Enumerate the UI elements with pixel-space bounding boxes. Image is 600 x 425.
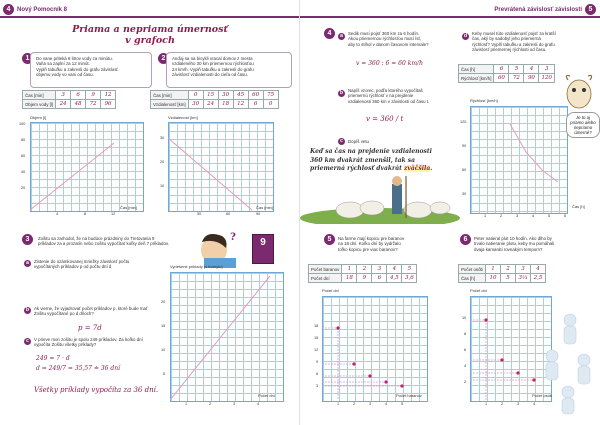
- svg-text:?: ?: [230, 232, 236, 243]
- ex2-x-axis-label: Čas [min]: [256, 205, 273, 210]
- ex3-x-axis-label: Počet dní: [258, 393, 275, 398]
- exercise-4b-text: Napíš vzorec, podľa ktorého vypočítaš priemernú rýchlosť v na prejdenie vzdialenosti 360 km v závislosti od času t.: [348, 88, 430, 104]
- exercise-5-badge: 5: [324, 234, 335, 245]
- ex4-xtick: 1: [484, 214, 487, 218]
- exercise-3c-text: V prieve mon zošitu je spolu 249 príkladov. Za koľko dní vypočíta Zošitu všetky príklady?: [34, 337, 143, 348]
- ex5-ytick: 3: [316, 384, 319, 388]
- exercise-1-table: Čas [min] 3 6 9 12 Objem vody [l] 24 48 72 96: [22, 90, 116, 109]
- exercise-3c-calc-1: 249 = 7 · d: [36, 355, 70, 362]
- ex3-xtick: 4: [257, 402, 260, 406]
- exercise-4b-formula: v = 360 / t: [366, 115, 404, 123]
- ex3-xtick: 3: [233, 402, 236, 406]
- header-bar: [0, 16, 300, 18]
- ex6-ytick: 4: [464, 364, 467, 368]
- exercise-4d-badge: d: [463, 33, 468, 39]
- ex1-graph-line: [30, 122, 144, 212]
- exercise-4a-text: Sedik musí pojsť 360 km za 6 hodín. Akou priemernou rýchlosťou musí ísť, aby to stihol v danom časovom intervale?: [348, 31, 429, 47]
- ex3-xtick: 1: [185, 402, 188, 406]
- chapter-title: Prevrátená závislosť závislosti: [494, 7, 582, 13]
- left-header: [0, 3, 300, 17]
- ex2-xtick: 60: [226, 212, 231, 216]
- ex6-ytick: 2: [464, 380, 467, 384]
- ex2-xtick: 90: [256, 212, 261, 216]
- ex4-xtick: 6: [564, 214, 567, 218]
- ex2-ytick: 10: [160, 184, 165, 188]
- ex1-ytick: 80: [21, 138, 26, 142]
- ex4-ytick: 30: [462, 192, 467, 196]
- ex4-graph-line: [470, 106, 568, 214]
- ex5-ytick: 12: [314, 348, 319, 352]
- page-number: 4: [3, 4, 14, 15]
- exercise-4b-badge: b: [339, 90, 344, 96]
- exercise-3c-badge: c: [24, 338, 31, 345]
- shepherd-sheep-illustration: [300, 174, 460, 224]
- ex5-ytick: 15: [314, 336, 319, 340]
- ex4-xtick: 2: [500, 214, 503, 218]
- ex6-y-axis-label: Počet dní: [470, 288, 487, 293]
- exercise-4-badge: 4: [324, 28, 335, 39]
- exercise-2-badge: 2: [158, 53, 169, 64]
- ex5-ytick: 18: [314, 324, 319, 328]
- exercise-3b-text: Ak vieme, že vyjadrovať počet príkladov p, ktoré bude mať Zošitu vypočítané po d dňoch?: [34, 306, 148, 317]
- exercise-3-badge: 3: [22, 234, 33, 245]
- ex1-y-axis-label: Objem [l]: [30, 115, 47, 120]
- ex6-ytick: 6: [464, 348, 467, 352]
- ex6-ytick: 8: [464, 332, 467, 336]
- ex2-xtick: 30: [197, 212, 202, 216]
- exercise-3-final-answer: Všetky príklady vypočíta za 36 dní.: [34, 386, 159, 394]
- workbook-illustration: [252, 234, 274, 264]
- exercise-3a-text: Zistenie do ozámkovanej mriežky závislosť počtu vypočítaných príkladov p od počtu dní d: [34, 259, 130, 270]
- ex2-y-axis-label: Vzdialenosť [km]: [168, 115, 198, 120]
- exercise-4c-text: Dopíš vetu: [348, 139, 369, 144]
- ex5-x-axis-label: Počet baranov: [396, 393, 422, 398]
- ex4-ytick: 120: [460, 120, 467, 124]
- right-header: [300, 3, 600, 17]
- ex6-xtick: 4: [533, 402, 536, 406]
- exercise-4c-badge: c: [338, 138, 345, 145]
- exercise-4d-table: Čas [h] 6 5 4 3 Rýchlosť [km/h] 60 72 90 120: [458, 64, 555, 83]
- ex5-ytick: 6: [316, 372, 319, 376]
- ex1-ytick: 60: [21, 154, 26, 158]
- ex5-y-axis-label: Počet dní: [322, 288, 339, 293]
- book-title: Nový Pomocník 8: [17, 7, 68, 13]
- ex4-xtick: 5: [548, 214, 551, 218]
- ex2-graph-line: [168, 122, 274, 212]
- ex5-ytick: 9: [316, 360, 319, 364]
- exercise-4a-calc: v = 360 : 6 = 60 km/h: [356, 60, 423, 67]
- ex1-x-axis-label: Čas [min]: [120, 205, 137, 210]
- exercise-5-table: Počet baranov 1 2 3 4 5 Počet dní 18 9 6 4,5 3,6: [308, 264, 417, 283]
- people-ring-illustration: [540, 300, 598, 418]
- exercise-2-text: Anďaj sa na bicykli vracal domov z mesta vzdialeného 30 km priemernou rýchlosťou 24 km/h. Vyplň tabuľku a zakresli do grafu závislosť vzdialenosti do cieľa od času.: [172, 56, 254, 78]
- exercise-6-badge: 6: [460, 234, 471, 245]
- ex3-xtick: 2: [209, 402, 212, 406]
- page-title: [60, 24, 240, 46]
- ex3-ytick: 20: [161, 300, 166, 304]
- header-bar: [300, 16, 600, 18]
- ex4-y-axis-label: Rýchlosť [km/h]: [470, 98, 498, 103]
- ex5-xtick: 5: [401, 402, 404, 406]
- exercise-4a-badge: a: [338, 33, 345, 40]
- ex3-graph-line: [170, 272, 284, 402]
- ex4-x-axis-label: Čas [h]: [572, 204, 585, 209]
- exercise-5-text: Na farme mají kopicu pre baranov na 18 dní. Koľko dní by vydržalo toľko kopicu pre viac baranov?: [338, 236, 405, 252]
- ex5-xtick: 1: [337, 402, 340, 406]
- sentence-fill: zväčšila: [403, 165, 431, 172]
- ex3-ytick: 10: [161, 348, 166, 352]
- ex3-ytick: 5: [163, 372, 166, 376]
- ex5-xtick: 2: [353, 402, 356, 406]
- exercise-4c-sentence: Keď sa čas na prejdenie vzdialenosti 360 km dvakrát zmenšil, tak sa priemerná rýchlosť dvakrát zväčšila.: [310, 148, 433, 172]
- goat-character-illustration: [562, 72, 596, 112]
- ex1-ytick: 20: [21, 186, 26, 190]
- title-line-2: v grafoch: [125, 35, 175, 46]
- exercise-3c-calc-2: d = 249/7 = 35,57 ≐ 36 dní: [36, 365, 120, 372]
- ex6-ytick: 10: [462, 316, 467, 320]
- exercise-2-table: Čas [min] 0 15 30 45 60 75 Vzdialenosť [km] 30 24 18 12 6 0: [150, 90, 279, 109]
- exercise-6-text: Peter natieral plot 10 hodín. Ako dlho by trvalo natieranie plotu, keby mu pomáhali dvaja kamaráti rovnakým tempom?: [474, 236, 555, 252]
- ex4-ytick: 90: [462, 144, 467, 148]
- goat-speech-bubble: Je to aj priamo alebo nepriamo úmerné?: [566, 112, 600, 138]
- ex5-xtick: 3: [369, 402, 372, 406]
- exercise-3b-answer: p = 7d: [78, 324, 102, 332]
- ex3-ytick: 15: [161, 324, 166, 328]
- exercise-4d-text: Keby musel túto vzdialenosť pojsť za kratší čas, aký by sadobyl jeho priemerná rýchlosť? Vyplň tabuľku a zakresli do grafu závislosť priemernej rýchlosti od času.: [472, 31, 556, 53]
- ex1-xtick: 8: [84, 212, 87, 216]
- exercise-3a-badge: a: [24, 260, 31, 267]
- ex4-xtick: 3: [516, 214, 519, 218]
- ex2-ytick: 20: [160, 160, 165, 164]
- workbook-number: 9: [260, 237, 266, 248]
- title-line-1: Priama a nepriama úmernosť: [72, 24, 228, 35]
- ex5-xtick: 4: [385, 402, 388, 406]
- ex6-xtick: 3: [517, 402, 520, 406]
- exercise-1-badge: 1: [22, 53, 33, 64]
- ex2-ytick: 30: [160, 136, 165, 140]
- ex1-xtick: 12: [111, 212, 116, 216]
- exercise-3-text: Zošitu sa zarhodol, že na budúce prázdniny do Tretovania 9 príkladov za a prozatín nebo zošitu vypočítať koľky deň 7 príkladov.: [38, 236, 169, 247]
- ex6-x-axis-label: Počet osôb: [532, 393, 553, 398]
- ex6-xtick: 1: [485, 402, 488, 406]
- ex1-ytick: 100: [19, 122, 26, 126]
- ex4-ytick: 60: [462, 168, 467, 172]
- exercise-6-table: Počet osôb 1 2 3 4 Čas [h] 10 5 3⅓ 2,5: [458, 264, 546, 283]
- exercise-3b-badge: b: [25, 307, 30, 313]
- ex5-graph-points: [322, 296, 428, 402]
- ex4-xtick: 4: [532, 214, 535, 218]
- page-number: 5: [585, 4, 596, 15]
- ex6-xtick: 2: [501, 402, 504, 406]
- exercise-1-text: Do vane priteká 8 litrov vody za minútu. Vaňa sa zaplní za 12 minút. Vyplň tabuľku a zakresli do grafu závislosť objemu vody vo vani od času.: [36, 56, 119, 78]
- ex1-ytick: 40: [21, 170, 26, 174]
- ex3-graph-title: Vyriešené príklady (s tromylu): [170, 264, 223, 269]
- ex1-xtick: 4: [56, 212, 59, 216]
- right-page: [300, 0, 600, 425]
